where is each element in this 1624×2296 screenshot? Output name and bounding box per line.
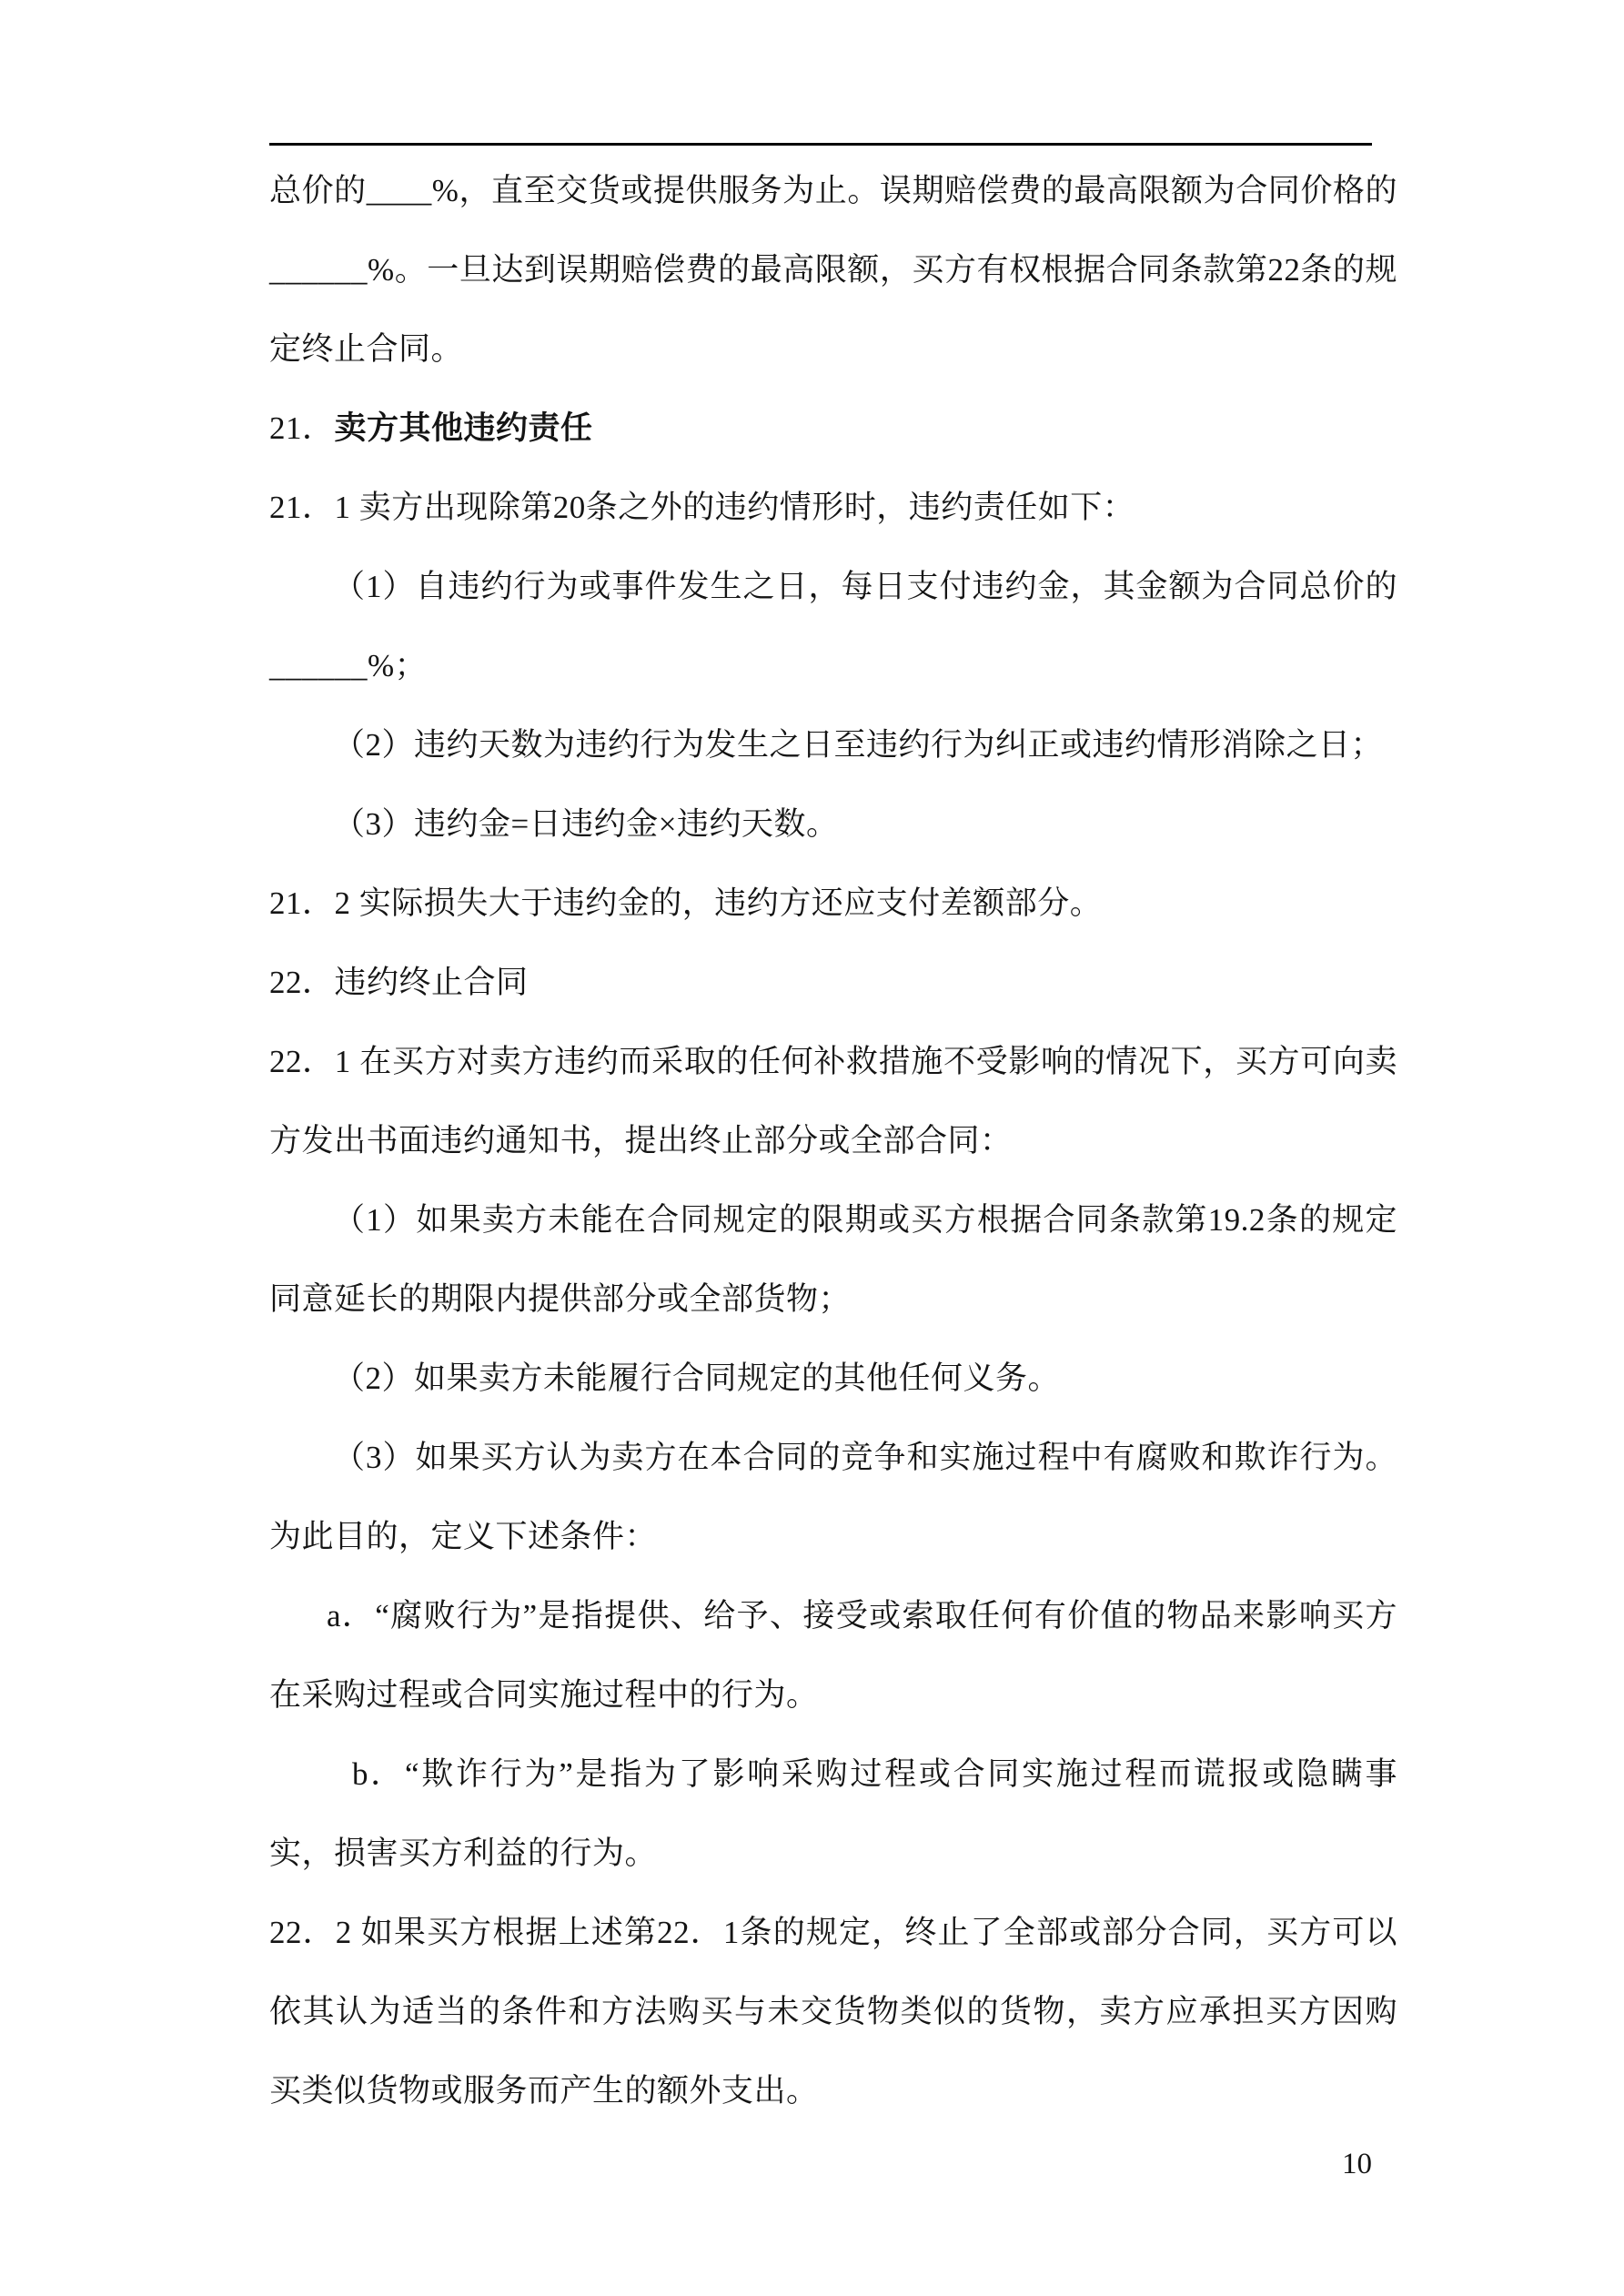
paragraph xyxy=(269,705,1397,784)
paragraph xyxy=(269,468,1397,547)
paragraph xyxy=(269,1735,1397,1893)
paragraph xyxy=(269,784,1397,864)
text-run: 总价的____%，直至交货或提供服务为止。误期赔偿费的最高限额为合同价格的______%。一旦达到误期赔偿费的最高限额，买方有权根据合同条款第22条的规定终止合同。 xyxy=(269,173,1397,367)
text-run: （2）如果卖方未能履行合同规定的其他任何义务。 xyxy=(333,1360,1061,1396)
text-run: 22．2 如果买方根据上述第22．1条的规定，终止了全部或部分合同，买方可以依其认为适当的条件和方法购买与未交货物类似的货物，卖方应承担买方因购买类似货物或服务而产生的额外支出。 xyxy=(269,1915,1397,2109)
document-body xyxy=(269,151,1397,2130)
header-rule xyxy=(269,143,1372,146)
section-heading xyxy=(269,389,1397,468)
text-run: 21．2 实际损失大于违约金的，违约方还应支付差额部分。 xyxy=(269,885,1103,921)
paragraph xyxy=(269,151,1397,389)
text-run: 22．违约终止合同 xyxy=(269,965,529,1000)
text-run: 21．1 卖方出现除第20条之外的违约情形时，违约责任如下： xyxy=(269,490,1135,525)
paragraph xyxy=(269,1022,1397,1180)
paragraph xyxy=(269,943,1397,1022)
paragraph xyxy=(269,864,1397,943)
text-run: b．“欺诈行为”是指为了影响采购过程或合同实施过程而谎报或隐瞒事实，损害买方利益的行为。 xyxy=(269,1756,1397,1871)
paragraph xyxy=(269,1893,1397,2130)
paragraph xyxy=(269,1576,1397,1735)
bold-text-run: 卖方其他违约责任 xyxy=(334,410,593,446)
text-run: （3）违约金=日违约金×违约天数。 xyxy=(333,806,839,842)
text-run: （2）违约天数为违约行为发生之日至违约行为纠正或违约情形消除之日； xyxy=(333,727,1384,763)
document-content xyxy=(269,143,1397,2130)
text-run: 22．1 在买方对卖方违约而采取的任何补救措施不受影响的情况下，买方可向卖方发出书面违约通知书，提出终止部分或全部合同： xyxy=(269,1044,1397,1158)
paragraph xyxy=(269,1339,1397,1418)
text-run: a．“腐败行为”是指提供、给予、接受或索取任何有价值的物品来影响买方在采购过程或合同实施过程中的行为。 xyxy=(269,1598,1397,1713)
text-run: （1）自违约行为或事件发生之日，每日支付违约金，其金额为合同总价的______%； xyxy=(269,569,1397,683)
paragraph xyxy=(269,1180,1397,1339)
text-run: 21． xyxy=(269,410,335,446)
paragraph xyxy=(269,1418,1397,1576)
text-run: （3）如果买方认为卖方在本合同的竞争和实施过程中有腐败和欺诈行为。为此目的，定义下述条件： xyxy=(269,1440,1397,1554)
page-number: 10 xyxy=(1342,2148,1372,2180)
text-run: （1）如果卖方未能在合同规定的限期或买方根据合同条款第19.2条的规定同意延长的期限内提供部分或全部货物； xyxy=(269,1202,1397,1317)
paragraph xyxy=(269,547,1397,705)
